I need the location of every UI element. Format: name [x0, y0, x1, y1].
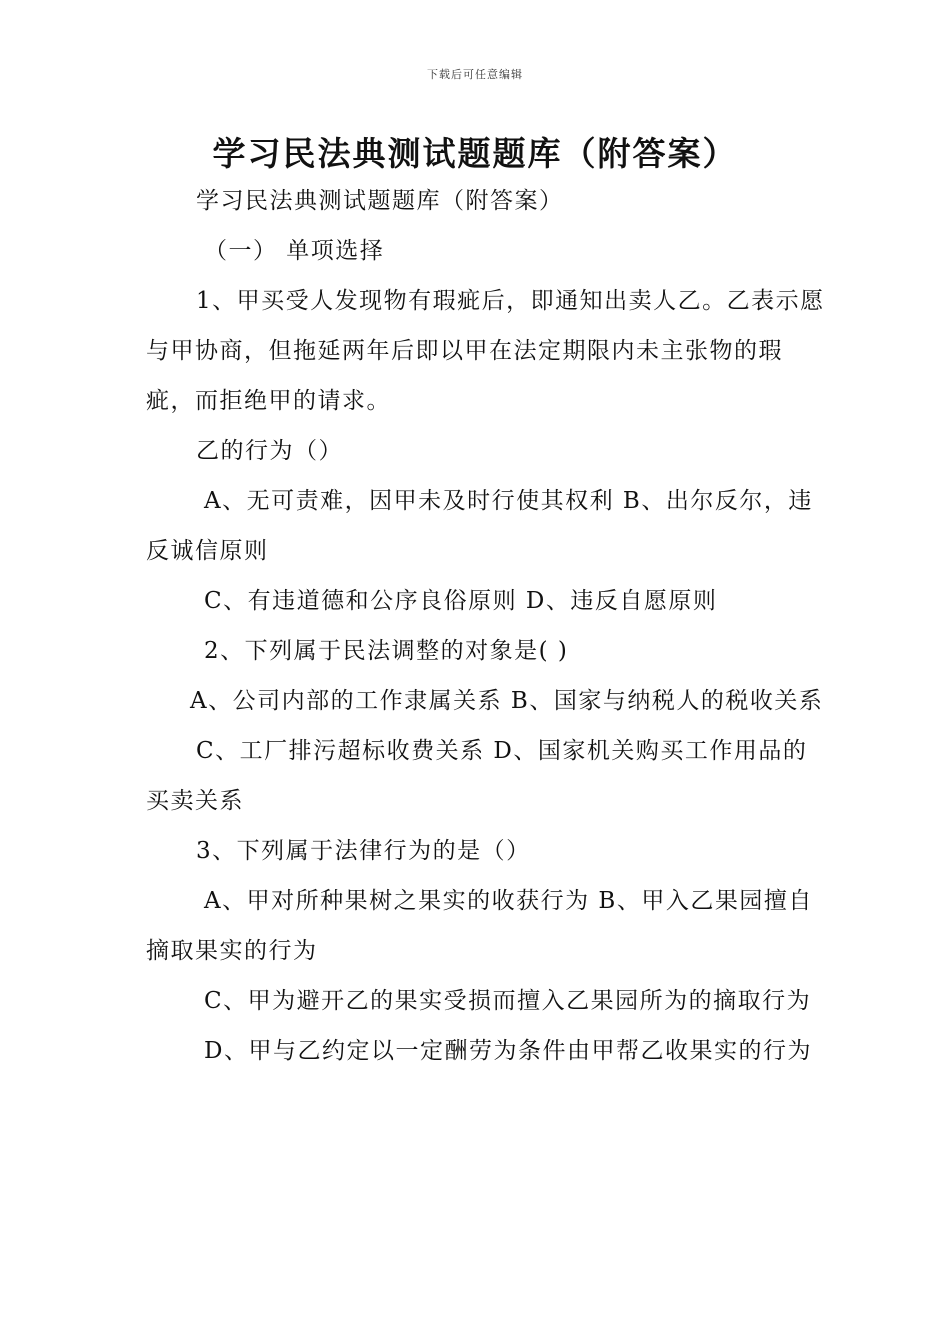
question-3-option-c: C、甲为避开乙的果实受损而擅入乙果园所为的摘取行为 — [204, 988, 812, 1014]
header-note: 下载后可任意编辑 — [427, 68, 523, 81]
question-3-options-ab: A、甲对所种果树之果实的收获行为 B、甲入乙果园擅自摘取果实的行为 — [146, 888, 813, 964]
question-1-prompt: 乙的行为（） — [196, 438, 343, 464]
document-body — [146, 176, 826, 1076]
question-2-options-ab: A、公司内部的工作隶属关系 B、国家与纳税人的税收关系 — [190, 688, 824, 714]
question-2: 2、下列属于民法调整的对象是( ) — [204, 638, 569, 664]
section-heading: （一） 单项选择 — [204, 238, 385, 264]
document-title: 学习民法典测试题题库（附答案） — [212, 134, 738, 173]
question-3: 3、下列属于法律行为的是（） — [196, 838, 531, 864]
question-3-option-d: D、甲与乙约定以一定酬劳为条件由甲帮乙收果实的行为 — [204, 1038, 812, 1064]
question-1-options-ab: A、无可责难，因甲未及时行使其权利 B、出尔反尔，违反诚信原则 — [146, 488, 813, 564]
question-1-options-cd: C、有违道德和公序良俗原则 D、违反自愿原则 — [204, 588, 718, 614]
question-2-options-cd: C、工厂排污超标收费关系 D、国家机关购买工作用品的买卖关系 — [146, 738, 808, 814]
subtitle-paragraph: 学习民法典测试题题库（附答案） — [196, 188, 564, 214]
question-1: 1、甲买受人发现物有瑕疵后，即通知出卖人乙。乙表示愿与甲协商，但拖延两年后即以甲在法定期限内未主张物的瑕疵，而拒绝甲的请求。 — [146, 288, 825, 414]
